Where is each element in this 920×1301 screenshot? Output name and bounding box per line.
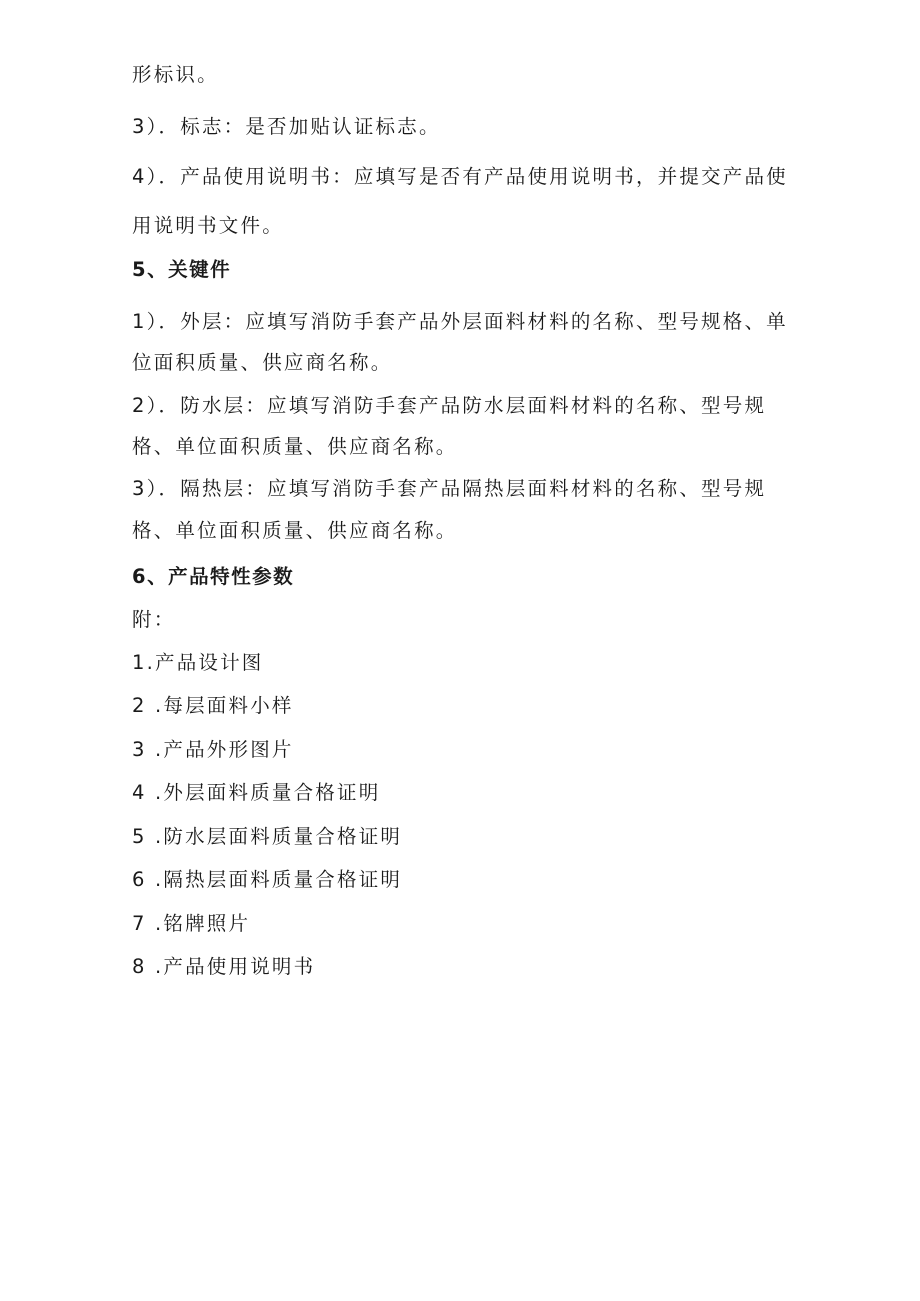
item-manual-continued: 用说明书文件。	[132, 214, 284, 237]
attachment-item: 2 .每层面料小样	[132, 694, 294, 717]
attachment-item: 6 .隔热层面料质量合格证明	[132, 868, 403, 891]
section-heading-key-components: 5、关键件	[132, 258, 232, 281]
paragraph-continuation: 形标识。	[132, 63, 219, 86]
attachment-item: 3 .产品外形图片	[132, 738, 294, 761]
item-thermal-layer: 3）．隔热层：应填写消防手套产品隔热层面料材料的名称、型号规	[132, 477, 767, 500]
attachment-item: 8 .产品使用说明书	[132, 955, 316, 978]
attachment-item: 7 .铭牌照片	[132, 912, 251, 935]
item-waterproof-layer-continued: 格、单位面积质量、供应商名称。	[132, 435, 458, 458]
item-outer-layer-continued: 位面积质量、供应商名称。	[132, 351, 393, 374]
item-manual: 4）．产品使用说明书：应填写是否有产品使用说明书，并提交产品使	[132, 165, 788, 188]
attachment-item: 1.产品设计图	[132, 651, 264, 674]
attachment-item: 4 .外层面料质量合格证明	[132, 781, 381, 804]
attachments-label: 附：	[132, 608, 176, 631]
item-waterproof-layer: 2）．防水层：应填写消防手套产品防水层面料材料的名称、型号规	[132, 394, 767, 417]
attachment-item: 5 .防水层面料质量合格证明	[132, 825, 403, 848]
item-mark: 3）．标志：是否加贴认证标志。	[132, 115, 441, 138]
section-heading-product-parameters: 6、产品特性参数	[132, 565, 295, 588]
item-outer-layer: 1）．外层：应填写消防手套产品外层面料材料的名称、型号规格、单	[132, 310, 788, 333]
item-thermal-layer-continued: 格、单位面积质量、供应商名称。	[132, 519, 458, 542]
